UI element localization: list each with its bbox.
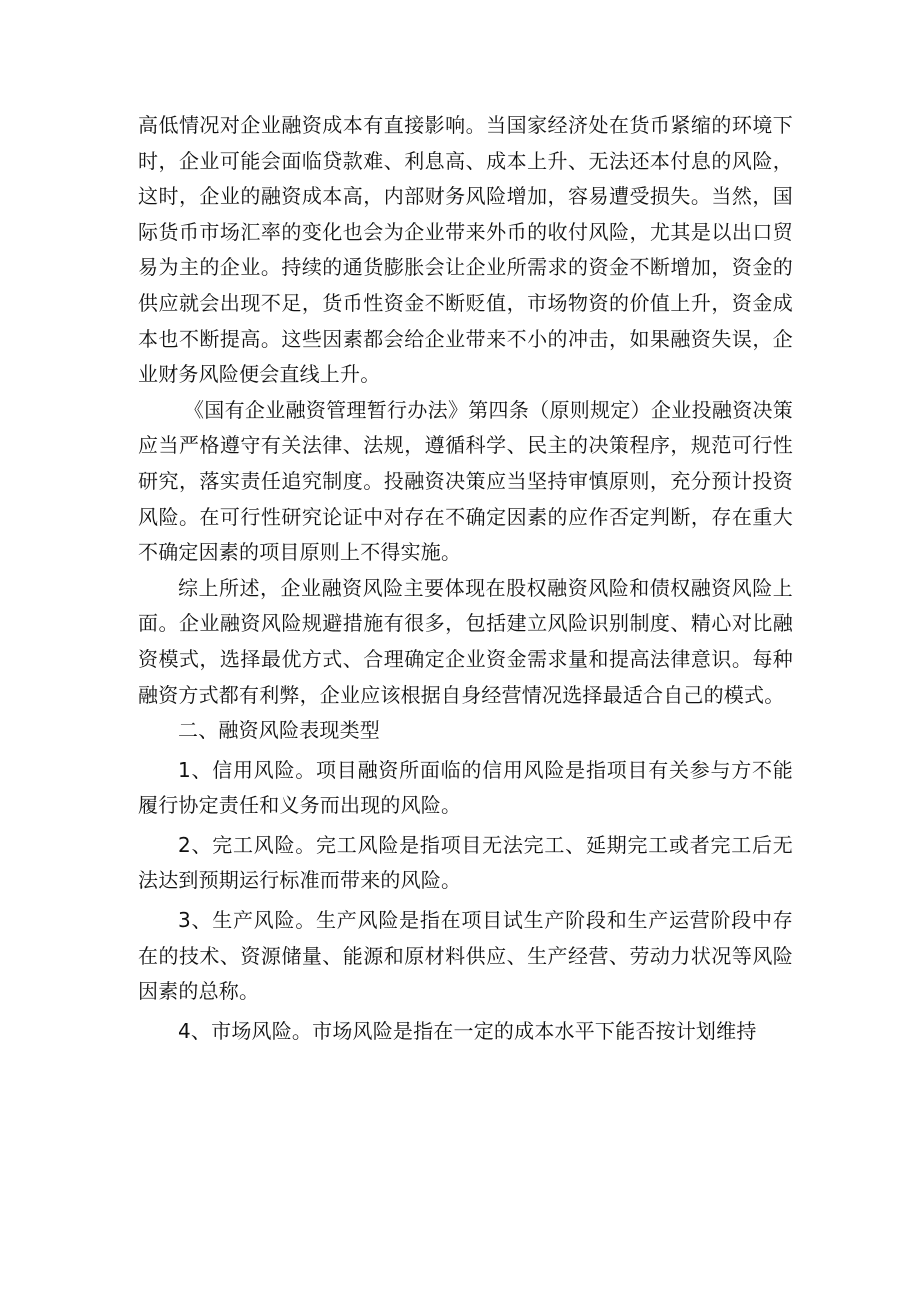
section-heading-risk-types: 二、融资风险表现类型 [178,718,380,743]
list-item-completion-risk: 2、完工风险。完工风险是指项目无法完工、延期完工或者完工后无法达到预期运行标准而带来的风险。 [138,832,793,893]
list-item-market-risk: 4、市场风险。市场风险是指在一定的成本水平下能否按计划维持 [178,1018,757,1043]
paragraph-economic-impact: 高低情况对企业融资成本有直接影响。当国家经济处在货币紧缩的环境下时，企业可能会面临贷款难、利息高、成本上升、无法还本付息的风险，这时，企业的融资成本高，内部财务风险增加，容易遭受损失。当然，国际货币市场汇率的变化也会为企业带来外币的收付风险，尤其是以出口贸易为主的企业。持续的通货膨胀会让企业所需求的资金不断增加，资金的供应就会出现不足，货币性资金不断贬值，市场物资的价值上升，资金成本也不断提高。这些因素都会给企业带来不小的冲击，如果融资失误，企业财务风险便会直线上升。 [138,113,793,387]
paragraph-regulation-article-four: 《国有企业融资管理暂行办法》第四条（原则规定）企业投融资决策应当严格遵守有关法律、法规，遵循科学、民主的决策程序，规范可行性研究，落实责任追究制度。投融资决策应当坚持审慎原则，充分预计投资风险。在可行性研究论证中对存在不确定因素的应作否定判断，存在重大不确定因素的项目原则上不得实施。 [138,397,793,565]
paragraph-summary: 综上所述，企业融资风险主要体现在股权融资风险和债权融资风险上面。企业融资风险规避措施有很多，包括建立风险识别制度、精心对比融资模式，选择最优方式、合理确定企业资金需求量和提高法律意识。每种融资方式都有利弊，企业应该根据自身经营情况选择最适合自己的模式。 [138,575,793,707]
list-item-credit-risk: 1、信用风险。项目融资所面临的信用风险是指项目有关参与方不能履行协定责任和义务而出现的风险。 [138,757,793,818]
document-page [138,108,793,1049]
list-item-production-risk: 3、生产风险。生产风险是指在项目试生产阶段和生产运营阶段中存在的技术、资源储量、能源和原材料供应、生产经营、劳动力状况等风险因素的总称。 [138,908,793,1004]
